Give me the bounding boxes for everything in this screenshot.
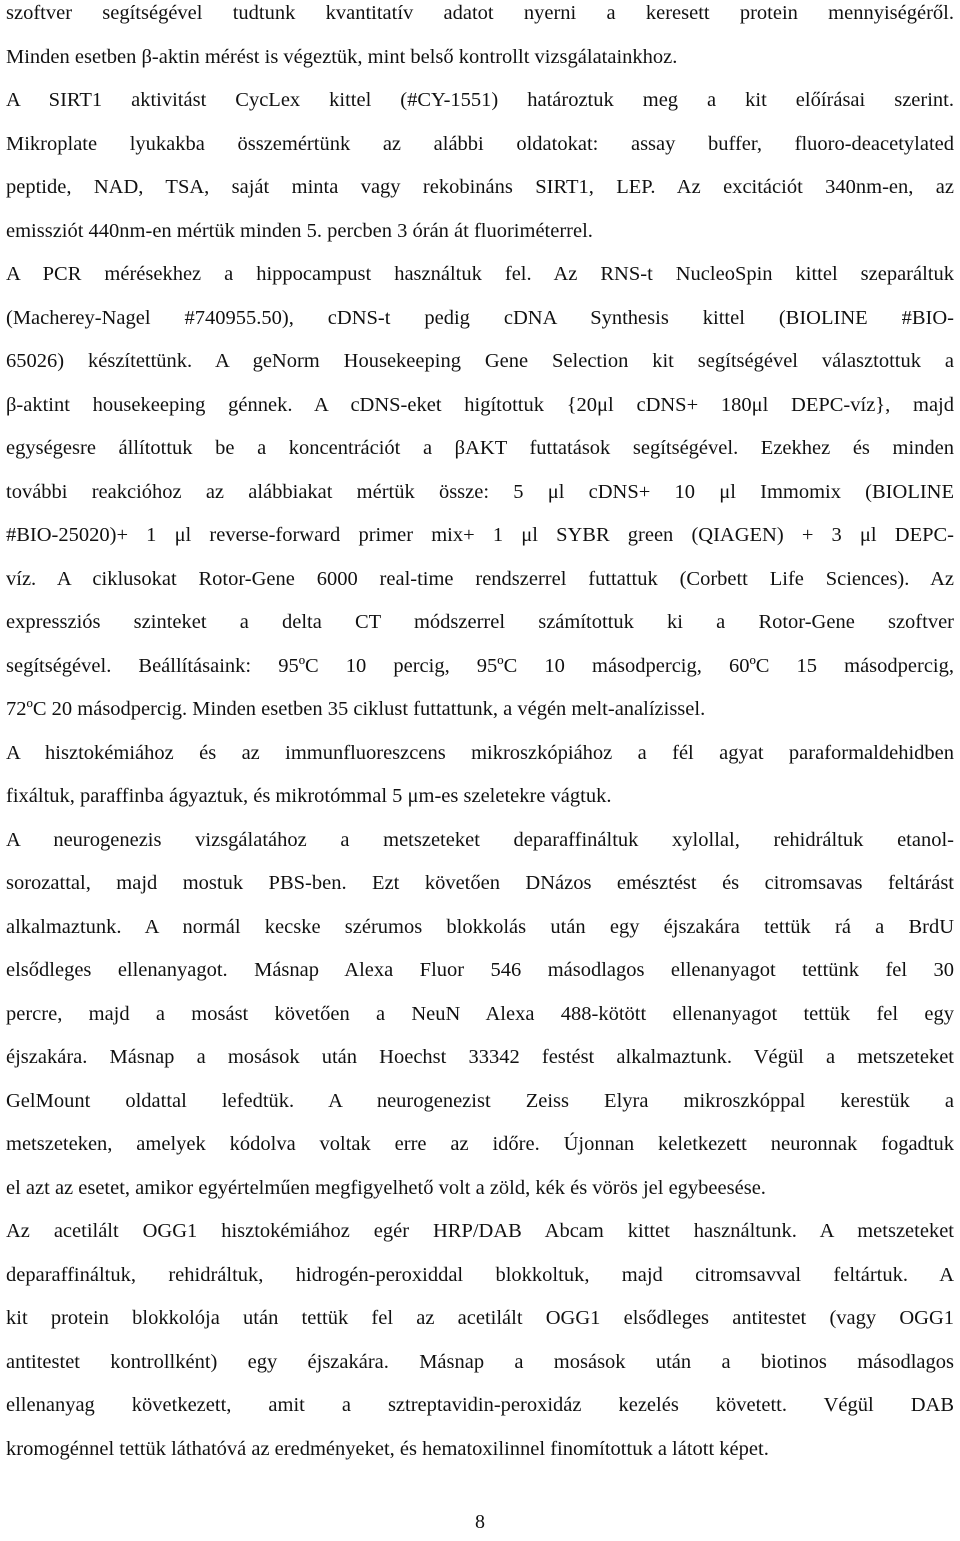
text-line: alkalmaztunk. A normál kecske szérumos blokkolás után egy éjszakára tettük rá a BrdU [6, 915, 954, 938]
document-page [6, 0, 954, 1471]
text-line: Az acetilált OGG1 hisztokémiához egér HRP/DAB Abcam kittet használtunk. A metszeteket [6, 1220, 954, 1242]
text-line: egységesre állítottuk be a koncentrációt a βAKT futtatások segítségével. Ezekhez és minden [6, 437, 954, 459]
text-line: GelMount oldattal lefedtük. A neurogenezist Zeiss Elyra mikroszkóppal kerestük a [6, 1089, 954, 1112]
text-line: éjszakára. Másnap a mosások után Hoechst 33342 festést alkalmaztunk. Végül a metszeteket [6, 1046, 954, 1068]
text-line: fixáltuk, paraffinba ágyaztuk, és mikrotómmal 5 μm-es szeletekre vágtuk. [6, 785, 612, 807]
text-line: A neurogenezis vizsgálatához a metszeteket deparaffináltuk xylollal, rehidráltuk etanol- [6, 828, 954, 851]
text-line: #BIO-25020)+ 1 μl reverse-forward primer mix+ 1 μl SYBR green (QIAGEN) + 3 μl DEPC- [6, 524, 954, 546]
body-text [6, 0, 954, 1471]
text-line: A PCR mérésekhez a hippocampust használtuk fel. Az RNS-t NucleoSpin kittel szeparáltuk [6, 263, 954, 285]
text-line: antitestet kontrollként) egy éjszakára. Másnap a mosások után a biotinos másodlagos [6, 1350, 954, 1373]
paragraph [6, 1210, 954, 1471]
text-line: ellenanyag következett, amit a sztreptavidin-peroxidáz kezelés követett. Végül DAB [6, 1394, 954, 1416]
text-line: Mikroplate lyukakba összemértünk az alábbi oldatokat: assay buffer, fluoro-deacetylated [6, 132, 954, 155]
text-line: β-aktint housekeeping génnek. A cDNS-eket higítottuk {20μl cDNS+ 180μl DEPC-víz}, majd [6, 393, 954, 416]
text-line: 65026) készítettünk. A geNorm Housekeeping Gene Selection kit segítségével választottuk a [6, 350, 954, 372]
text-line: elsődleges ellenanyagot. Másnap Alexa Fluor 546 másodlagos ellenanyagot tettünk fel 30 [6, 959, 954, 981]
text-line: (Macherey-Nagel #740955.50), cDNS-t pedig cDNA Synthesis kittel (BIOLINE #BIO- [6, 306, 954, 329]
paragraph [6, 0, 954, 79]
text-line: kit protein blokkolója után tettük fel az acetilált OGG1 elsődleges antitestet (vagy OGG1 [6, 1307, 954, 1329]
text-line: további reakcióhoz az alábbiakat mértük össze: 5 μl cDNS+ 10 μl Immomix (BIOLINE [6, 480, 954, 503]
text-line: A SIRT1 aktivitást CycLex kittel (#CY-1551) határoztuk meg a kit előírásai szerint. [6, 89, 954, 111]
text-line: 72ºC 20 másodpercig. Minden esetben 35 ciklust futtattunk, a végén melt-analízissel. [6, 698, 706, 720]
text-line: segítségével. Beállításaink: 95ºC 10 percig, 95ºC 10 másodpercig, 60ºC 15 másodpercig, [6, 654, 954, 677]
text-line: expressziós szinteket a delta CT módszerrel számítottuk ki a Rotor-Gene szoftver [6, 611, 954, 633]
paragraph [6, 253, 954, 732]
page-number: 8 [475, 1511, 485, 1533]
paragraph [6, 819, 954, 1211]
text-line: sorozattal, majd mostuk PBS-ben. Ezt követően DNázos emésztést és citromsavas feltárást [6, 872, 954, 894]
text-line: Minden esetben β-aktin mérést is végeztük, mint belső kontrollt vizsgálatainkhoz. [6, 45, 678, 68]
text-line: deparaffináltuk, rehidráltuk, hidrogén-peroxiddal blokkoltuk, majd citromsavval feltártuk. A [6, 1263, 954, 1286]
text-line: el azt az esetet, amikor egyértelműen megfigyelhető volt a zöld, kék és vörös jel egybeesése. [6, 1176, 766, 1199]
paragraph [6, 732, 954, 819]
text-line: víz. A ciklusokat Rotor-Gene 6000 real-time rendszerrel futtattuk (Corbett Life Sciences). Az [6, 567, 954, 590]
paragraph [6, 79, 954, 253]
text-line: percre, majd a mosást követően a NeuN Alexa 488-kötött ellenanyagot tettük fel egy [6, 1002, 954, 1025]
text-line: emissziót 440nm-en mértük minden 5. percben 3 órán át fluoriméterrel. [6, 219, 593, 242]
text-line: A hisztokémiához és az immunfluoreszcens mikroszkópiához a fél agyat paraformaldehidben [6, 741, 954, 764]
text-line: kromogénnel tettük láthatóvá az eredményeket, és hematoxilinnel finomítottuk a látott képet. [6, 1437, 769, 1460]
text-line: metszeteken, amelyek kódolva voltak erre az időre. Újonnan keletkezett neuronnak fogadtuk [6, 1133, 954, 1155]
text-line: peptide, NAD, TSA, saját minta vagy rekobináns SIRT1, LEP. Az excitációt 340nm-en, az [6, 176, 954, 198]
text-line: szoftver segítségével tudtunk kvantitatív adatot nyerni a keresett protein mennyiségéről. [6, 2, 954, 24]
